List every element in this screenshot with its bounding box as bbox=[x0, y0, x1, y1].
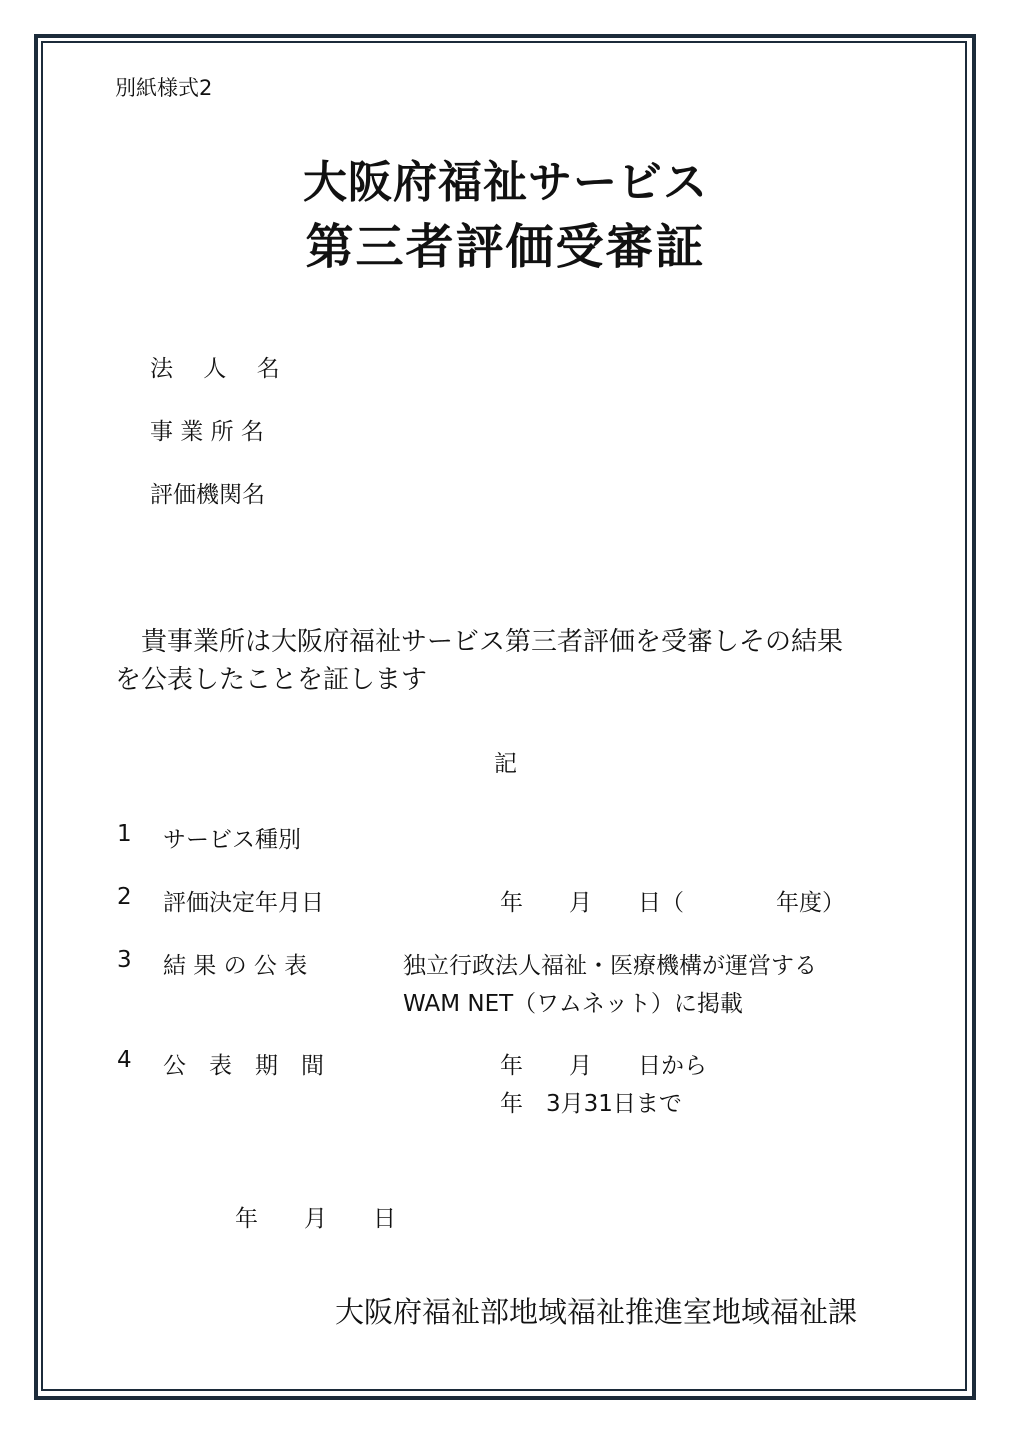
title-line-2: 第三者評価受審証 bbox=[305, 219, 706, 275]
item-2-value: 年 月 日（ 年度） bbox=[500, 890, 845, 916]
evaluator-name-label: 評価機関名 bbox=[150, 482, 265, 508]
item-3-label: 結 果 の 公 表 bbox=[163, 953, 308, 979]
item-4-value-line-1: 年 月 日から bbox=[500, 1053, 707, 1079]
item-3-value-line-1: 独立行政法人福祉・医療機構が運営する bbox=[403, 953, 817, 979]
form-number: 別紙様式2 bbox=[115, 76, 213, 100]
office-name-label: 事 業 所 名 bbox=[150, 419, 264, 445]
title-line-1: 大阪府福祉サービス bbox=[303, 157, 708, 208]
item-4-value-line-2: 年 3月31日まで bbox=[500, 1091, 682, 1117]
issue-date: 年 月 日 bbox=[235, 1206, 396, 1232]
issuer-name: 大阪府福祉部地域福祉推進室地域福祉課 bbox=[335, 1295, 858, 1329]
statement-line-2: を公表したことを証します bbox=[115, 665, 428, 695]
item-1-label: サービス種別 bbox=[163, 827, 301, 853]
item-2-number: 2 bbox=[117, 884, 132, 910]
item-1-number: 1 bbox=[117, 821, 132, 847]
item-4-label: 公 表 期 間 bbox=[163, 1053, 324, 1079]
item-2-label: 評価決定年月日 bbox=[163, 890, 324, 916]
item-3-number: 3 bbox=[117, 947, 132, 973]
statement-line-1: 貴事業所は大阪府福祉サービス第三者評価を受審しその結果 bbox=[115, 627, 844, 657]
item-3-value-line-2: WAM NET（ワムネット）に掲載 bbox=[403, 991, 743, 1017]
corporation-name-label: 法 人 名 bbox=[150, 356, 280, 382]
ki-heading: 記 bbox=[494, 751, 517, 777]
item-4-number: 4 bbox=[117, 1047, 132, 1073]
